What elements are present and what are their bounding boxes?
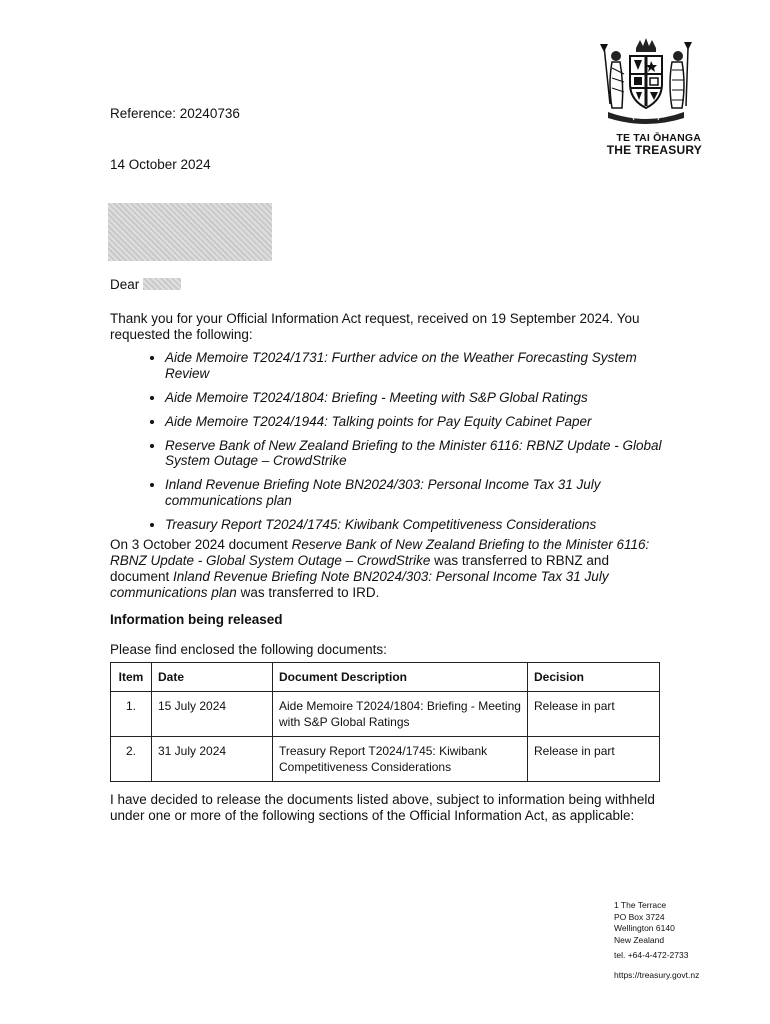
cell-description: Treasury Report T2024/1745: Kiwibank Competitiveness Considerations bbox=[273, 737, 528, 782]
cell-decision: Release in part bbox=[528, 737, 660, 782]
letter-date: 14 October 2024 bbox=[110, 157, 211, 172]
salutation-text: Dear bbox=[110, 277, 140, 292]
salutation bbox=[110, 277, 181, 293]
section-heading: Information being released bbox=[110, 612, 283, 627]
reference-number: Reference: 20240736 bbox=[110, 106, 240, 121]
nz-coat-of-arms-icon bbox=[590, 34, 702, 132]
enclosed-intro: Please find enclosed the following documents: bbox=[110, 642, 387, 657]
list-item: • Aide Memoire T2024/1944: Talking points for Pay Equity Cabinet Paper bbox=[165, 414, 665, 430]
transferred-document: Inland Revenue Briefing Note BN2024/303: Personal Income Tax 31 July communications plan bbox=[110, 569, 609, 600]
column-header-date: Date bbox=[152, 663, 273, 692]
address-line: New Zealand bbox=[614, 934, 665, 945]
documents-table bbox=[110, 662, 660, 782]
transfer-text: was transferred to IRD. bbox=[236, 585, 380, 600]
list-item: • Treasury Report T2024/1745: Kiwibank Competitiveness Considerations bbox=[165, 517, 665, 533]
table-header-row bbox=[111, 663, 660, 692]
column-header-item: Item bbox=[111, 663, 152, 692]
redacted-name bbox=[143, 278, 181, 290]
address-line: 1 The Terrace bbox=[614, 900, 667, 910]
phone-number: tel. +64-4-472-2733 bbox=[614, 950, 689, 960]
list-item: • Inland Revenue Briefing Note BN2024/303: Personal Income Tax 31 July communications plan bbox=[165, 477, 665, 508]
website-link[interactable]: https://treasury.govt.nz bbox=[614, 969, 700, 980]
requested-documents-list bbox=[146, 350, 665, 541]
intro-paragraph: Thank you for your Official Information Act request, received on 19 September 2024. You requested the following: bbox=[110, 311, 640, 342]
logo-maori-name: TE TAI ŌHANGA bbox=[616, 132, 701, 144]
address-line: Wellington 6140 bbox=[614, 923, 675, 933]
column-header-description: Document Description bbox=[273, 663, 528, 692]
cell-description: Aide Memoire T2024/1804: Briefing - Meeting with S&P Global Ratings bbox=[273, 692, 528, 737]
redacted-address-block bbox=[108, 203, 272, 261]
decision-paragraph: I have decided to release the documents listed above, subject to information being withheld under one or more of the following sections of the Official Information Act, as applicable: bbox=[110, 792, 655, 823]
cell-date: 31 July 2024 bbox=[152, 737, 273, 782]
transfer-text: On 3 October 2024 document bbox=[110, 537, 292, 552]
transferred-document: Reserve Bank of New Zealand Briefing to the Minister 6116: RBNZ Update - Global System Outage – CrowdStrike bbox=[110, 537, 650, 568]
cell-decision: Release in part bbox=[528, 692, 660, 737]
transfer-text: was transferred to RBNZ and document bbox=[110, 553, 609, 584]
logo-english-name: THE TREASURY bbox=[606, 143, 702, 157]
cell-item: 2. bbox=[111, 737, 152, 782]
list-item: • Reserve Bank of New Zealand Briefing to the Minister 6116: RBNZ Update - Global System Outage – CrowdStrike bbox=[165, 438, 665, 469]
address-line: PO Box 3724 bbox=[614, 911, 665, 922]
column-header-decision: Decision bbox=[528, 663, 660, 692]
list-item: • Aide Memoire T2024/1731: Further advice on the Weather Forecasting System Review bbox=[165, 350, 665, 381]
cell-date: 15 July 2024 bbox=[152, 692, 273, 737]
table-row bbox=[111, 692, 660, 737]
transfer-paragraph bbox=[110, 537, 650, 601]
cell-item: 1. bbox=[111, 692, 152, 737]
treasury-address bbox=[614, 900, 699, 981]
table-row bbox=[111, 737, 660, 782]
list-item: • Aide Memoire T2024/1804: Briefing - Meeting with S&P Global Ratings bbox=[165, 390, 665, 406]
